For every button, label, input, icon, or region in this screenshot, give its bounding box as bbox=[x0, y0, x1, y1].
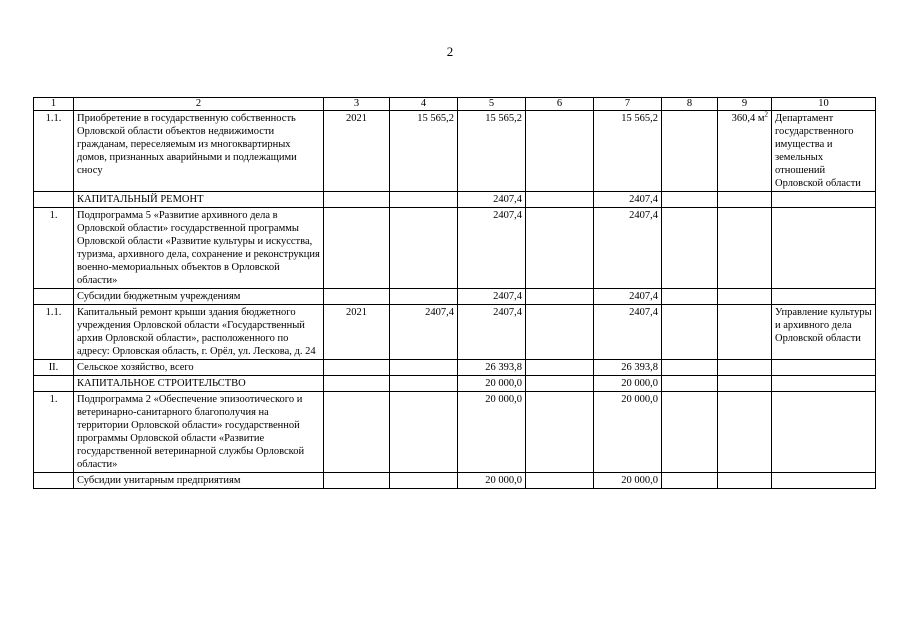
row-col8 bbox=[662, 376, 718, 392]
row-col8 bbox=[662, 473, 718, 489]
row-year bbox=[324, 392, 390, 473]
row-responsible bbox=[772, 473, 876, 489]
row-col5: 15 565,2 bbox=[458, 111, 526, 192]
row-responsible bbox=[772, 360, 876, 376]
header-cell: 1 bbox=[34, 98, 74, 111]
table-row bbox=[34, 376, 876, 392]
row-col6 bbox=[526, 208, 594, 289]
row-capacity bbox=[718, 376, 772, 392]
row-description: Подпрограмма 5 «Развитие архивного дела в Орловской области» государственной программы Орловской области «Развитие культуры и искусства, туризма, архивного дела, сохранение и реконструкция военно-мемориальных объектов в Орловской области» bbox=[74, 208, 324, 289]
table-row bbox=[34, 360, 876, 376]
row-capacity bbox=[718, 111, 772, 192]
row-cost bbox=[390, 289, 458, 305]
row-capacity bbox=[718, 473, 772, 489]
row-description: Субсидии унитарным предприятиям bbox=[74, 473, 324, 489]
budget-table bbox=[33, 97, 876, 489]
row-number: 1. bbox=[34, 392, 74, 473]
row-year bbox=[324, 360, 390, 376]
header-cell: 3 bbox=[324, 98, 390, 111]
row-year bbox=[324, 192, 390, 208]
row-col6 bbox=[526, 305, 594, 360]
header-cell: 9 bbox=[718, 98, 772, 111]
table-row bbox=[34, 192, 876, 208]
row-col5: 20 000,0 bbox=[458, 376, 526, 392]
row-description: Субсидии бюджетным учреждениям bbox=[74, 289, 324, 305]
table-row bbox=[34, 305, 876, 360]
row-year: 2021 bbox=[324, 305, 390, 360]
row-col6 bbox=[526, 376, 594, 392]
header-cell: 5 bbox=[458, 98, 526, 111]
row-cost: 2407,4 bbox=[390, 305, 458, 360]
header-cell: 7 bbox=[594, 98, 662, 111]
row-responsible bbox=[772, 208, 876, 289]
row-col5: 2407,4 bbox=[458, 289, 526, 305]
row-col8 bbox=[662, 289, 718, 305]
row-year: 2021 bbox=[324, 111, 390, 192]
row-cost bbox=[390, 208, 458, 289]
row-year bbox=[324, 376, 390, 392]
row-year bbox=[324, 208, 390, 289]
table-row bbox=[34, 392, 876, 473]
row-col8 bbox=[662, 192, 718, 208]
row-responsible: Управление культуры и архивного дела Орловской области bbox=[772, 305, 876, 360]
row-col7: 2407,4 bbox=[594, 289, 662, 305]
row-col5: 2407,4 bbox=[458, 305, 526, 360]
row-cost bbox=[390, 360, 458, 376]
row-col5: 20 000,0 bbox=[458, 392, 526, 473]
row-capacity bbox=[718, 289, 772, 305]
row-col5: 26 393,8 bbox=[458, 360, 526, 376]
row-col7: 20 000,0 bbox=[594, 473, 662, 489]
row-number bbox=[34, 473, 74, 489]
table-header-row bbox=[34, 98, 876, 111]
row-col8 bbox=[662, 392, 718, 473]
row-responsible bbox=[772, 289, 876, 305]
row-responsible bbox=[772, 392, 876, 473]
row-col6 bbox=[526, 192, 594, 208]
row-number bbox=[34, 289, 74, 305]
row-capacity bbox=[718, 360, 772, 376]
header-cell: 8 bbox=[662, 98, 718, 111]
row-cost: 15 565,2 bbox=[390, 111, 458, 192]
row-col7: 26 393,8 bbox=[594, 360, 662, 376]
row-number: 1.1. bbox=[34, 111, 74, 192]
table-row bbox=[34, 473, 876, 489]
capacity-unit-exponent: 2 bbox=[764, 110, 768, 119]
row-col7: 2407,4 bbox=[594, 208, 662, 289]
row-col6 bbox=[526, 289, 594, 305]
row-description: КАПИТАЛЬНОЕ СТРОИТЕЛЬСТВО bbox=[74, 376, 324, 392]
row-description: Подпрограмма 2 «Обеспечение эпизоотического и ветеринарно-санитарного благополучия на территории Орловской области» государственной программы Орловской области «Развитие государственной ветеринарной службы Орловской области» bbox=[74, 392, 324, 473]
row-col8 bbox=[662, 305, 718, 360]
row-description: Сельское хозяйство, всего bbox=[74, 360, 324, 376]
row-col6 bbox=[526, 111, 594, 192]
row-col5: 2407,4 bbox=[458, 208, 526, 289]
row-number bbox=[34, 376, 74, 392]
row-year bbox=[324, 473, 390, 489]
row-cost bbox=[390, 376, 458, 392]
row-capacity bbox=[718, 305, 772, 360]
row-responsible: Департамент государственного имущества и земельных отношений Орловской области bbox=[772, 111, 876, 192]
row-cost bbox=[390, 392, 458, 473]
table-row bbox=[34, 111, 876, 192]
row-col5: 20 000,0 bbox=[458, 473, 526, 489]
row-description: Капитальный ремонт крыши здания бюджетного учреждения Орловской области «Государственный архив Орловской области», расположенного по адресу: Орловская область, г. Орёл, ул. Лескова, д. 24 bbox=[74, 305, 324, 360]
row-year bbox=[324, 289, 390, 305]
row-col6 bbox=[526, 392, 594, 473]
row-responsible bbox=[772, 192, 876, 208]
row-col7: 20 000,0 bbox=[594, 392, 662, 473]
row-col7: 15 565,2 bbox=[594, 111, 662, 192]
row-cost bbox=[390, 473, 458, 489]
row-capacity bbox=[718, 392, 772, 473]
capacity-value: 360,4 м bbox=[731, 113, 765, 124]
header-cell: 10 bbox=[772, 98, 876, 111]
row-responsible bbox=[772, 376, 876, 392]
header-cell: 2 bbox=[74, 98, 324, 111]
page-number: 2 bbox=[446, 44, 454, 59]
row-number: 1. bbox=[34, 208, 74, 289]
row-description: Приобретение в государственную собственность Орловской области объектов недвижимости гражданам, переселяемым из многоквартирных домов, признанных аварийными и подлежащими сносу bbox=[74, 111, 324, 192]
row-col8 bbox=[662, 208, 718, 289]
header-cell: 6 bbox=[526, 98, 594, 111]
row-col6 bbox=[526, 360, 594, 376]
row-col7: 2407,4 bbox=[594, 192, 662, 208]
table-row bbox=[34, 289, 876, 305]
row-number bbox=[34, 192, 74, 208]
header-cell: 4 bbox=[390, 98, 458, 111]
row-number: 1.1. bbox=[34, 305, 74, 360]
row-col8 bbox=[662, 111, 718, 192]
row-col8 bbox=[662, 360, 718, 376]
row-description: КАПИТАЛЬНЫЙ РЕМОНТ bbox=[74, 192, 324, 208]
row-col7: 20 000,0 bbox=[594, 376, 662, 392]
row-capacity bbox=[718, 208, 772, 289]
row-col5: 2407,4 bbox=[458, 192, 526, 208]
row-capacity bbox=[718, 192, 772, 208]
row-col7: 2407,4 bbox=[594, 305, 662, 360]
row-number: II. bbox=[34, 360, 74, 376]
table-row bbox=[34, 208, 876, 289]
row-cost bbox=[390, 192, 458, 208]
row-col6 bbox=[526, 473, 594, 489]
